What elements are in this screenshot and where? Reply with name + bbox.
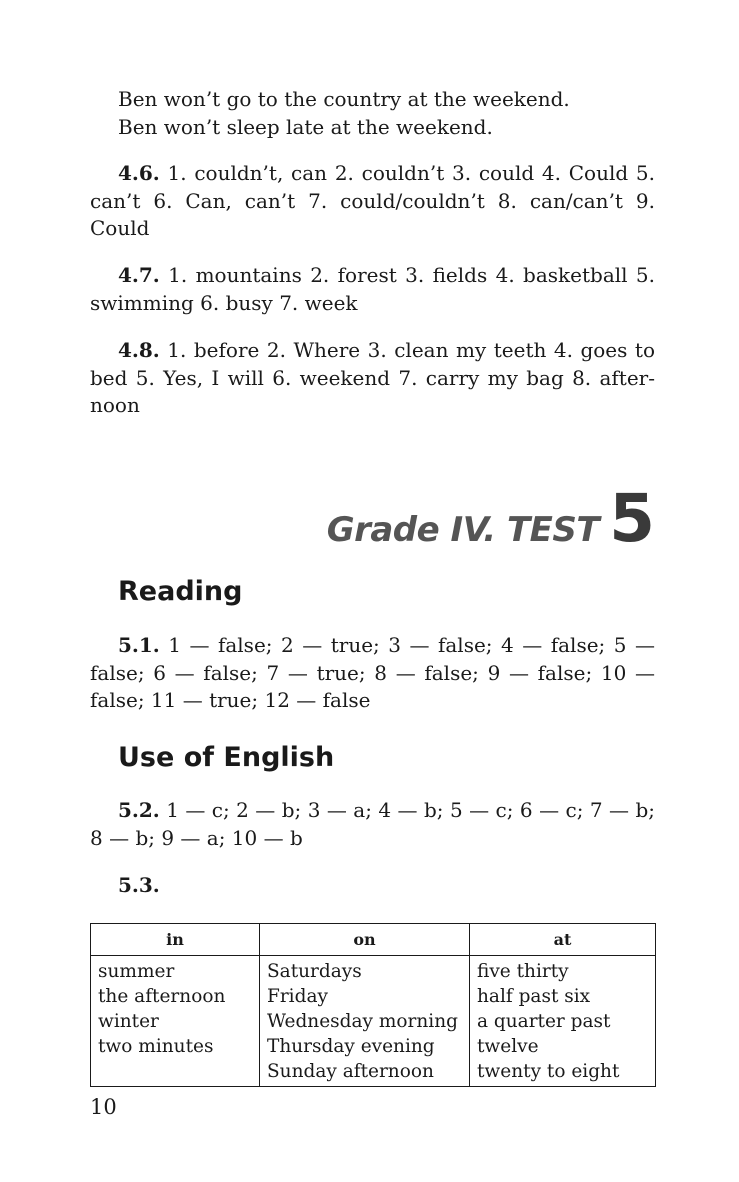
table-header-row <box>91 924 656 956</box>
answer-text: 1. mountains 2. forest 3. fields 4. basketball 5. swimming 6. busy 7. week <box>90 263 655 315</box>
list-item: the afternoon <box>98 986 226 1007</box>
list-item: Wednesday morning <box>267 1011 458 1032</box>
answer-5-3-label <box>90 872 655 900</box>
test-title: Grade IV. TEST <box>326 510 600 550</box>
list-item: Sunday afternoon <box>267 1061 434 1082</box>
list-item: summer <box>98 961 175 982</box>
answer-number: 4.6. <box>118 161 160 185</box>
list-item: twelve <box>477 1036 539 1057</box>
intro-block <box>90 86 655 141</box>
answer-4-7 <box>90 262 655 317</box>
column-at-cell <box>470 956 656 1087</box>
test-number: 5 <box>609 480 655 557</box>
answer-number: 5.1. <box>118 633 160 657</box>
list-item: twenty to eight <box>477 1061 620 1082</box>
answer-text: 1 — false; 2 — true; 3 — false; 4 — false; 5 — false; 6 — false; 7 — true; 8 — false; 9 — false; 10 — false; 11 — true; 12 — false <box>90 633 655 712</box>
intro-line-1: Ben won’t go to the country at the weekend. <box>118 87 570 111</box>
section-title-reading: Reading <box>118 576 243 607</box>
list-item: Saturdays <box>267 961 362 982</box>
list-item: Thursday evening <box>267 1036 435 1057</box>
prepositions-table <box>90 923 656 1087</box>
answer-number: 4.7. <box>118 263 160 287</box>
test-header <box>326 480 655 557</box>
column-header-in: in <box>91 924 260 956</box>
answer-number: 5.3. <box>118 873 160 897</box>
answer-text: 1. before 2. Where 3. clean my teeth 4. goes to bed 5. Yes, I will 6. weekend 7. carry my bag 8. after-noon <box>90 338 655 417</box>
intro-line-2: Ben won’t sleep late at the weekend. <box>118 114 493 139</box>
answer-number: 4.8. <box>118 338 160 362</box>
answer-text: 1. couldn’t, can 2. couldn’t 3. could 4. Could 5. can’t 6. Can, can’t 7. could/couldn’t 8. can/can’t 9. Could <box>90 161 655 240</box>
column-on-cell <box>260 956 470 1087</box>
column-header-on: on <box>260 924 470 956</box>
list-item: winter <box>98 1011 159 1032</box>
column-header-at: at <box>470 924 656 956</box>
page-number: 10 <box>90 1095 117 1119</box>
column-in-cell <box>91 956 260 1087</box>
list-item: two minutes <box>98 1036 214 1057</box>
list-item: half past six <box>477 986 591 1007</box>
list-item: a quarter past <box>477 1011 611 1032</box>
answer-5-2 <box>90 797 655 852</box>
answer-5-1 <box>90 632 655 715</box>
answer-text: 1 — c; 2 — b; 3 — a; 4 — b; 5 — c; 6 — c; 7 — b; 8 — b; 9 — a; 10 — b <box>90 798 655 850</box>
table-row <box>91 956 656 1087</box>
answer-4-6 <box>90 160 655 243</box>
list-item: Friday <box>267 986 328 1007</box>
answer-4-8 <box>90 337 655 420</box>
list-item: five thirty <box>477 961 569 982</box>
answer-number: 5.2. <box>118 798 160 822</box>
section-title-use-of-english: Use of English <box>118 742 335 773</box>
